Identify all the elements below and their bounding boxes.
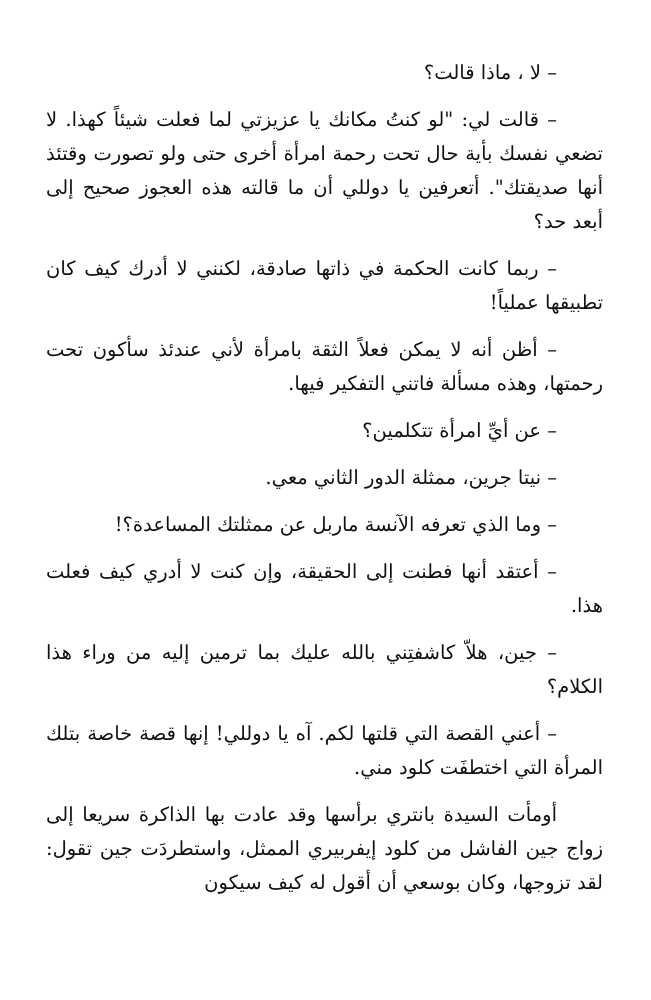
paragraph-5: – عن أيِّ امرأة تتكلمين؟	[362, 419, 557, 442]
paragraph-7: – وما الذي تعرفه الآنسة ماربل عن ممثلتك المساعدة؟!	[114, 513, 557, 536]
book-page	[46, 56, 603, 913]
paragraph-10: – أعني القصة التي قلتها لكم. آه يا دوللي! إنها قصة خاصة بتلك المرأة التي اختطفَت كلود مني.	[46, 722, 603, 779]
paragraph-2: – قالت لي: "لو كنتُ مكانك يا عزيزتي لما فعلت شيئاً كهذا. لا تضعي نفسك بأية حال تحت رحمة امرأة أخرى حتى ولو تصورت وقتئذ أنها صديقتك". أتعرفين يا دوللي أن ما قالته هذه العجوز صحيح إلى أبعد حد؟	[46, 108, 603, 233]
paragraph-11: أومأت السيدة بانتري برأسها وقد عادت بها الذاكرة سريعا إلى زواج جين الفاشل من كلود إيفربيري الممثل، واستطردَت جين تقول: لقد تزوجها، وكان بوسعي أن أقول له كيف سيكون	[46, 803, 603, 894]
paragraph-3: – ربما كانت الحكمة في ذاتها صادقة، لكنني لا أدرك كيف كان تطبيقها عملياً!	[46, 257, 603, 314]
paragraph-8: – أعتقد أنها فطنت إلى الحقيقة، وإن كنت لا أدري كيف فعلت هذا.	[46, 560, 603, 617]
paragraph-9: – جين، هلاّ كاشفتِني بالله عليك بما ترمين إليه من وراء هذا الكلام؟	[46, 641, 603, 698]
paragraph-4: – أظن أنه لا يمكن فعلاً الثقة بامرأة لأني عندئذ سأكون تحت رحمتها، وهذه مسألة فاتني التفكير فيها.	[46, 338, 603, 395]
paragraph-1: – لا ، ماذا قالت؟	[423, 61, 557, 84]
paragraph-6: – نيتا جرين، ممثلة الدور الثاني معي.	[265, 466, 557, 489]
